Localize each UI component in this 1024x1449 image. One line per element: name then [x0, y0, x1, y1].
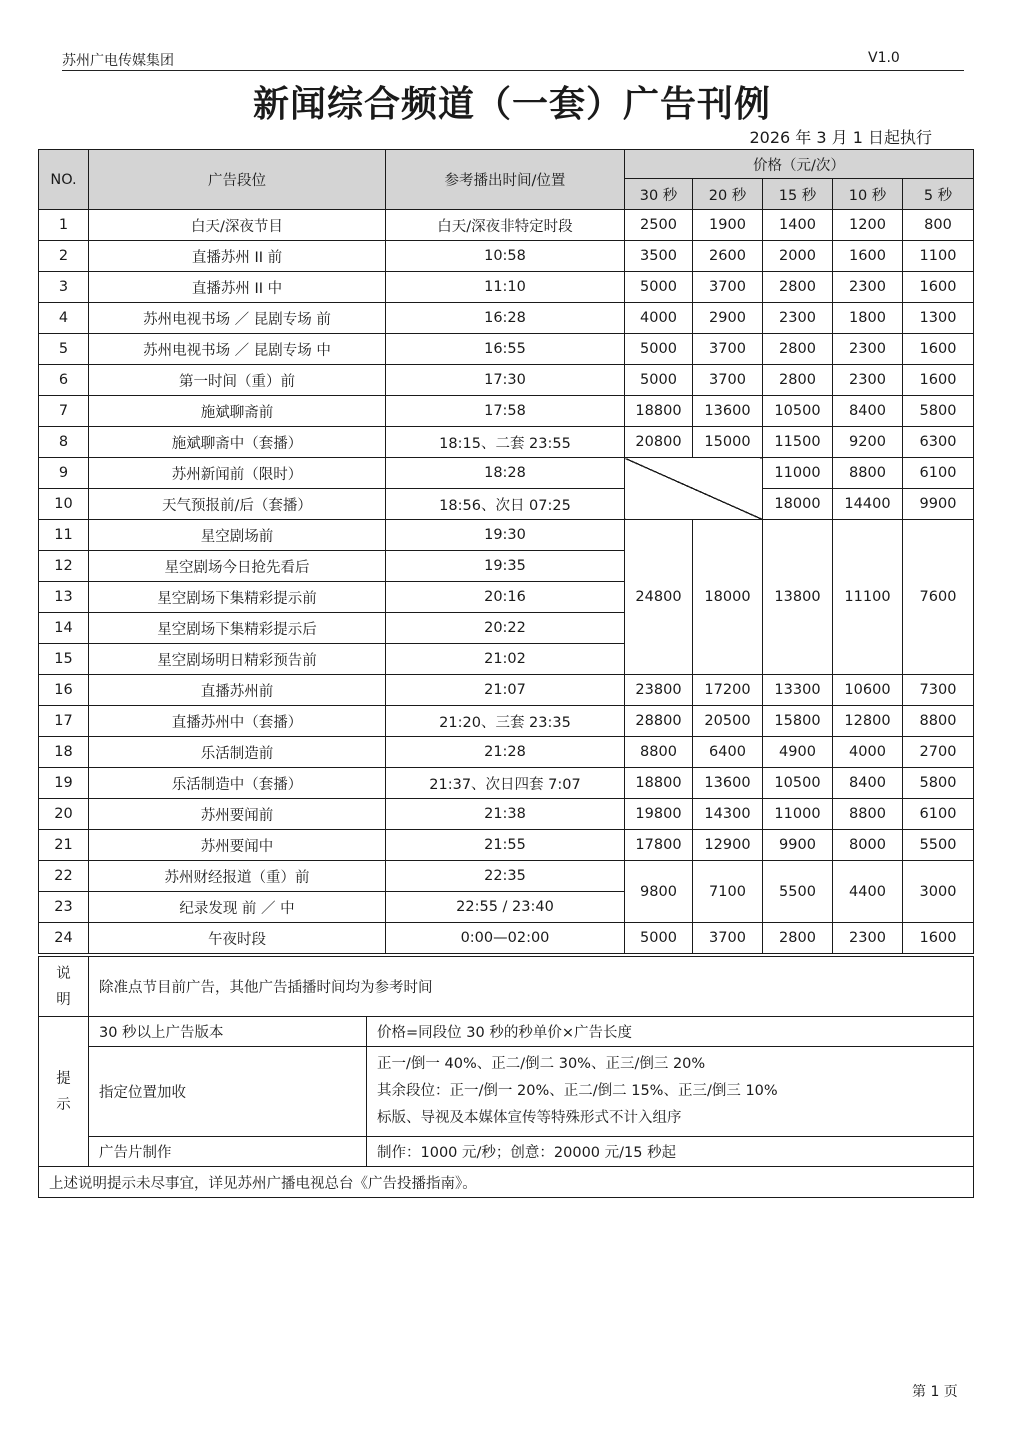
row-time: 22:35: [386, 861, 625, 892]
row-time: 18:28: [386, 458, 625, 489]
explain-label-char: 说: [56, 965, 71, 982]
table-row: [39, 365, 974, 396]
price-cell: 28800: [625, 706, 693, 737]
table-row: [39, 923, 974, 954]
price-cell: 4400: [833, 861, 903, 923]
price-cell: 11500: [763, 427, 833, 458]
row-time: 21:20、三套 23:35: [386, 706, 625, 737]
price-cell: 5000: [625, 272, 693, 303]
price-cell: 10500: [763, 768, 833, 799]
price-cell: 13600: [693, 768, 763, 799]
row-no: 7: [39, 396, 89, 427]
table-row: [39, 210, 974, 241]
row-time: 22:55 / 23:40: [386, 892, 625, 923]
row-segment: 苏州新闻前（限时）: [89, 458, 386, 489]
price-cell: 8400: [833, 768, 903, 799]
table-row: [39, 799, 974, 830]
header-time: 参考播出时间/位置: [386, 150, 625, 210]
tip-row: [39, 1017, 974, 1047]
row-segment: 天气预报前/后（套播）: [89, 489, 386, 520]
table-row: [39, 706, 974, 737]
price-cell: 1600: [833, 241, 903, 272]
tip-text: 制作：1000 元/秒；创意：20000 元/15 秒起: [367, 1137, 974, 1167]
row-no: 4: [39, 303, 89, 334]
table-row: [39, 737, 974, 768]
price-cell: 9800: [625, 861, 693, 923]
row-segment: 直播苏州前: [89, 675, 386, 706]
table-row: [39, 489, 974, 520]
company-name: 苏州广电传媒集团: [62, 53, 174, 69]
price-cell: 11000: [763, 458, 833, 489]
price-cell: 8800: [903, 706, 974, 737]
row-time: 18:56、次日 07:25: [386, 489, 625, 520]
row-no: 10: [39, 489, 89, 520]
header-duration-30: 30 秒: [625, 179, 693, 210]
row-segment: 星空剧场下集精彩提示前: [89, 582, 386, 613]
table-row: [39, 303, 974, 334]
row-segment: 施斌聊斋中（套播）: [89, 427, 386, 458]
explain-label: [39, 957, 89, 1017]
table-row: [39, 458, 974, 489]
row-no: 8: [39, 427, 89, 458]
price-cell: 1400: [763, 210, 833, 241]
row-time: 17:30: [386, 365, 625, 396]
row-no: 6: [39, 365, 89, 396]
price-cell: 2300: [833, 923, 903, 954]
row-no: 19: [39, 768, 89, 799]
row-segment: 星空剧场前: [89, 520, 386, 551]
row-time: 20:22: [386, 613, 625, 644]
row-segment: 苏州电视书场 ／ 昆剧专场 前: [89, 303, 386, 334]
row-time: 20:16: [386, 582, 625, 613]
row-time: 16:55: [386, 334, 625, 365]
table-row: [39, 675, 974, 706]
price-cell: 11000: [763, 799, 833, 830]
tip-text: [367, 1047, 974, 1137]
row-segment: 乐活制造中（套播）: [89, 768, 386, 799]
price-cell: 13600: [693, 396, 763, 427]
tips-label-char: 提: [56, 1070, 71, 1087]
price-cell: 4000: [625, 303, 693, 334]
row-no: 13: [39, 582, 89, 613]
row-segment: 施斌聊斋前: [89, 396, 386, 427]
row-segment: 星空剧场下集精彩提示后: [89, 613, 386, 644]
row-segment: 星空剧场今日抢先看后: [89, 551, 386, 582]
price-cell: 20500: [693, 706, 763, 737]
header-price: 价格（元/次）: [625, 150, 974, 179]
price-cell: 7100: [693, 861, 763, 923]
row-segment: 白天/深夜节目: [89, 210, 386, 241]
price-cell: 13300: [763, 675, 833, 706]
price-cell: 1600: [903, 272, 974, 303]
row-no: 20: [39, 799, 89, 830]
row-segment: 星空剧场明日精彩预告前: [89, 644, 386, 675]
row-time: 21:02: [386, 644, 625, 675]
row-time: 21:37、次日四套 7:07: [386, 768, 625, 799]
header-duration-10: 10 秒: [833, 179, 903, 210]
row-time: 0:00—02:00: [386, 923, 625, 954]
row-time: 10:58: [386, 241, 625, 272]
price-cell: 10500: [763, 396, 833, 427]
row-no: 14: [39, 613, 89, 644]
row-no: 24: [39, 923, 89, 954]
row-no: 23: [39, 892, 89, 923]
price-cell: 5500: [763, 861, 833, 923]
price-cell: 5800: [903, 768, 974, 799]
explain-text: 除准点节目前广告，其他广告插播时间均为参考时间: [89, 957, 974, 1017]
price-cell: 20800: [625, 427, 693, 458]
price-cell: 1900: [693, 210, 763, 241]
price-cell: 10600: [833, 675, 903, 706]
price-cell: 11100: [833, 520, 903, 675]
price-cell: 800: [903, 210, 974, 241]
price-cell: 18000: [763, 489, 833, 520]
row-time: 17:58: [386, 396, 625, 427]
price-cell: 2900: [693, 303, 763, 334]
header-no: NO.: [39, 150, 89, 210]
table-row: [39, 427, 974, 458]
rate-table: [38, 149, 974, 954]
price-cell: 1300: [903, 303, 974, 334]
row-segment: 苏州要闻前: [89, 799, 386, 830]
price-cell: 15000: [693, 427, 763, 458]
price-cell: 1800: [833, 303, 903, 334]
header-duration-20: 20 秒: [693, 179, 763, 210]
tip-line: 其余段位：正一/倒一 20%、正二/倒二 15%、正三/倒三 10%: [377, 1083, 778, 1099]
row-no: 22: [39, 861, 89, 892]
price-cell: 3500: [625, 241, 693, 272]
price-cell: 2800: [763, 365, 833, 396]
tip-label: 30 秒以上广告版本: [89, 1017, 367, 1047]
table-row: [39, 272, 974, 303]
price-cell: 23800: [625, 675, 693, 706]
price-cell: 24800: [625, 520, 693, 675]
price-cell: 18800: [625, 768, 693, 799]
table-row: [39, 768, 974, 799]
row-segment: 午夜时段: [89, 923, 386, 954]
page-title: 新闻综合频道（一套）广告刊例: [252, 84, 771, 125]
price-cell: 3700: [693, 272, 763, 303]
row-segment: 纪录发现 前 ／ 中: [89, 892, 386, 923]
price-cell: 4900: [763, 737, 833, 768]
price-cell: 3000: [903, 861, 974, 923]
price-cell: 2800: [763, 923, 833, 954]
row-time: 21:07: [386, 675, 625, 706]
header-segment: 广告段位: [89, 150, 386, 210]
footer-note-row: [39, 1167, 974, 1198]
price-cell: 5800: [903, 396, 974, 427]
row-segment: 乐活制造前: [89, 737, 386, 768]
price-cell: 2800: [763, 334, 833, 365]
price-cell: 3700: [693, 334, 763, 365]
tips-label-char: 示: [56, 1096, 71, 1113]
price-cell: 8800: [833, 799, 903, 830]
row-no: 11: [39, 520, 89, 551]
price-cell: 1600: [903, 923, 974, 954]
price-cell: 14300: [693, 799, 763, 830]
price-cell: 9200: [833, 427, 903, 458]
price-cell: 7600: [903, 520, 974, 675]
row-time: 11:10: [386, 272, 625, 303]
row-time: 白天/深夜非特定时段: [386, 210, 625, 241]
header-duration-5: 5 秒: [903, 179, 974, 210]
table-row: [39, 241, 974, 272]
tip-line: 标版、导视及本媒体宣传等特殊形式不计入组序: [377, 1110, 682, 1126]
row-time: 21:28: [386, 737, 625, 768]
row-no: 2: [39, 241, 89, 272]
row-time: 21:38: [386, 799, 625, 830]
row-no: 15: [39, 644, 89, 675]
price-cell: 1100: [903, 241, 974, 272]
price-cell: 9900: [903, 489, 974, 520]
tips-label: [39, 1017, 89, 1167]
row-no: 5: [39, 334, 89, 365]
price-cell: 5000: [625, 365, 693, 396]
price-cell: 1600: [903, 365, 974, 396]
row-no: 9: [39, 458, 89, 489]
price-cell: 2300: [833, 272, 903, 303]
price-cell: 6100: [903, 799, 974, 830]
price-cell: 3700: [693, 923, 763, 954]
price-cell: 2600: [693, 241, 763, 272]
effective-date: 2026 年 3 月 1 日起执行: [749, 128, 932, 147]
price-cell: 2000: [763, 241, 833, 272]
row-segment: 直播苏州 II 前: [89, 241, 386, 272]
price-cell: 12800: [833, 706, 903, 737]
price-cell: 5500: [903, 830, 974, 861]
price-cell: 6300: [903, 427, 974, 458]
row-segment: 苏州财经报道（重）前: [89, 861, 386, 892]
header-divider: [62, 70, 964, 71]
notes-table: [38, 956, 974, 1198]
explain-row: [39, 957, 974, 1017]
price-cell: 12900: [693, 830, 763, 861]
price-cell: 17200: [693, 675, 763, 706]
row-segment: 直播苏州 II 中: [89, 272, 386, 303]
row-no: 18: [39, 737, 89, 768]
row-time: 19:30: [386, 520, 625, 551]
row-no: 12: [39, 551, 89, 582]
row-no: 3: [39, 272, 89, 303]
price-cell: 18800: [625, 396, 693, 427]
tip-row: [39, 1047, 974, 1137]
page-number: 第 1 页: [912, 1384, 958, 1400]
price-cell: 15800: [763, 706, 833, 737]
version-label: V1.0: [868, 50, 900, 66]
row-no: 1: [39, 210, 89, 241]
price-cell: 3700: [693, 365, 763, 396]
price-cell: 13800: [763, 520, 833, 675]
row-time: 21:55: [386, 830, 625, 861]
row-segment: 苏州要闻中: [89, 830, 386, 861]
price-cell: 7300: [903, 675, 974, 706]
row-segment: 第一时间（重）前: [89, 365, 386, 396]
price-cell: 2700: [903, 737, 974, 768]
tip-label: 指定位置加收: [89, 1047, 367, 1137]
price-cell: 17800: [625, 830, 693, 861]
tip-row: [39, 1137, 974, 1167]
table-row: [39, 334, 974, 365]
price-cell: 2500: [625, 210, 693, 241]
price-cell: 2300: [833, 334, 903, 365]
price-cell: 1600: [903, 334, 974, 365]
price-cell: 1200: [833, 210, 903, 241]
row-time: 19:35: [386, 551, 625, 582]
price-cell: 6100: [903, 458, 974, 489]
tip-text: 价格=同段位 30 秒的秒单价×广告长度: [367, 1017, 974, 1047]
price-cell: 5000: [625, 334, 693, 365]
price-cell: 9900: [763, 830, 833, 861]
price-cell: 2300: [833, 365, 903, 396]
tip-line: 正一/倒一 40%、正二/倒二 30%、正三/倒三 20%: [377, 1056, 706, 1072]
price-cell: 19800: [625, 799, 693, 830]
row-no: 17: [39, 706, 89, 737]
price-cell: 6400: [693, 737, 763, 768]
explain-label-char: 明: [56, 991, 71, 1008]
price-cell: 2800: [763, 272, 833, 303]
table-row: [39, 830, 974, 861]
header-duration-15: 15 秒: [763, 179, 833, 210]
table-row: [39, 520, 974, 551]
price-cell: 5000: [625, 923, 693, 954]
price-cell: 8800: [625, 737, 693, 768]
row-time: 16:28: [386, 303, 625, 334]
table-row: [39, 396, 974, 427]
table-row: [39, 861, 974, 892]
row-no: 21: [39, 830, 89, 861]
price-cell: 8800: [833, 458, 903, 489]
price-cell: 4000: [833, 737, 903, 768]
price-cell: 2300: [763, 303, 833, 334]
footer-note: 上述说明提示未尽事宜，详见苏州广播电视总台《广告投播指南》。: [39, 1167, 974, 1198]
row-segment: 直播苏州中（套播）: [89, 706, 386, 737]
price-cell: 8000: [833, 830, 903, 861]
row-time: 18:15、二套 23:55: [386, 427, 625, 458]
price-cell: 8400: [833, 396, 903, 427]
row-no: 16: [39, 675, 89, 706]
price-cell: 14400: [833, 489, 903, 520]
price-cell: 18000: [693, 520, 763, 675]
row-segment: 苏州电视书场 ／ 昆剧专场 中: [89, 334, 386, 365]
not-available-cell: [625, 458, 763, 520]
tip-label: 广告片制作: [89, 1137, 367, 1167]
